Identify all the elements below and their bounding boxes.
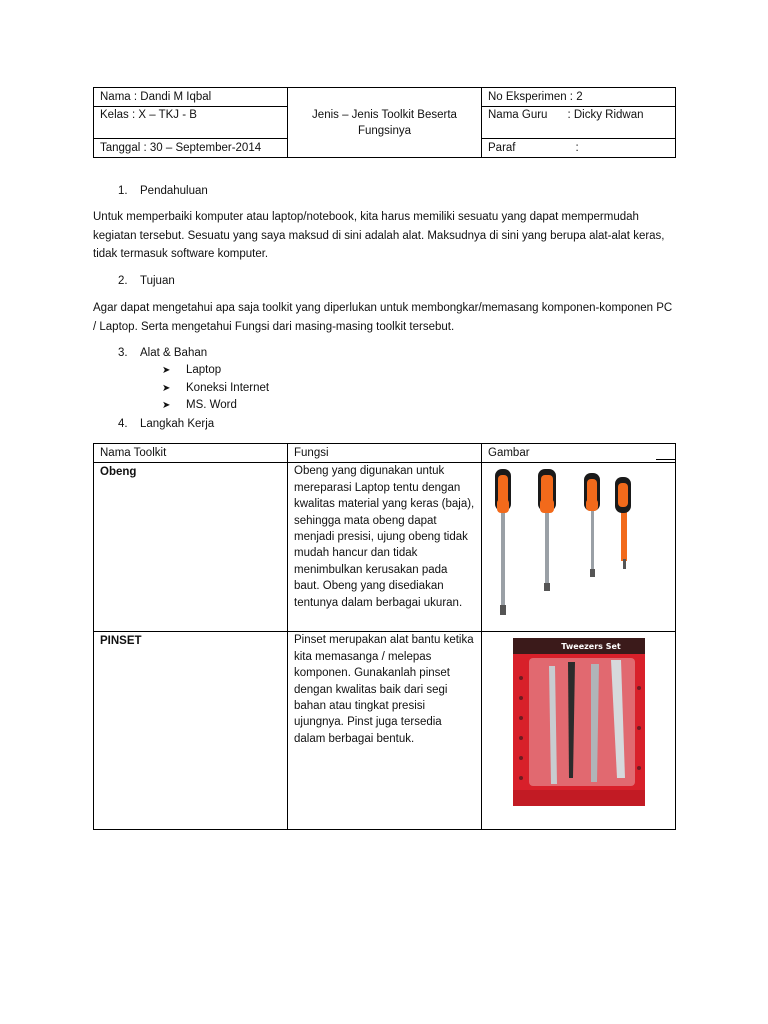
screwdrivers-photo <box>482 463 676 632</box>
student-name: Nama : Dandi M Iqbal <box>94 88 288 107</box>
tweezers-image <box>513 638 645 806</box>
screwdrivers-image <box>484 465 644 623</box>
column-header-gambar: Gambar <box>482 444 676 463</box>
list-item: ➤ Laptop <box>162 362 269 380</box>
toolkit-function: Obeng yang digunakan untuk mereparasi Laptop tentu dengan kwalitas material yang keras (baja), sehingga mata obeng dapat menjadi presisi, ujung obeng tidak mudah hancur dan tidak menimbulkan kerusakan pada baut. Obeng yang disediakan tentunya dalam berbagai ukuran. <box>288 463 482 632</box>
toolkit-name: PINSET <box>94 632 288 830</box>
section-heading-langkah-kerja: 4. Langkah Kerja <box>118 418 215 430</box>
teacher-name <box>482 107 676 139</box>
arrow-bullet-icon: ➤ <box>162 400 171 412</box>
teacher-value: : Dicky Ridwan <box>567 109 644 121</box>
experiment-number: No Eksperimen : 2 <box>482 88 676 107</box>
tujuan-paragraph: Agar dapat mengetahui apa saja toolkit yang diperlukan untuk membongkar/memasang komponen-komponen PC / Laptop. Serta mengetahui Fungsi dari masing-masing toolkit tersebut. <box>93 302 673 333</box>
arrow-bullet-icon: ➤ <box>162 382 171 394</box>
column-header-fungsi: Fungsi <box>288 444 482 463</box>
signature-value: : <box>575 141 579 154</box>
table-row <box>94 632 676 830</box>
section-heading-pendahuluan: 1. Pendahuluan <box>118 185 208 197</box>
document-date: Tanggal : 30 – September-2014 <box>94 139 288 158</box>
list-item: ➤ MS. Word <box>162 397 269 415</box>
column-header-nama-toolkit: Nama Toolkit <box>94 444 288 463</box>
document-title: Jenis – Jenis Toolkit Beserta Fungsinya <box>288 88 482 158</box>
toolkit-table <box>93 443 676 830</box>
toolkit-name: Obeng <box>94 463 288 632</box>
alat-bahan-list <box>162 362 269 415</box>
section-heading-alat-bahan: 3. Alat & Bahan <box>118 347 208 359</box>
toolkit-function: Pinset merupakan alat bantu ketika kita memasanga / melepas komponen. Gunakanlah pinset dengan kwalitas baik dari segi bahan atau tingkat presisi ujungnya. Pinst juga tersedia dalam berbagai bentuk. <box>288 632 482 830</box>
signature-label: Paraf <box>488 141 516 154</box>
section-heading-tujuan: 2. Tujuan <box>118 275 175 287</box>
list-item: ➤ Koneksi Internet <box>162 380 269 398</box>
signature-field <box>482 139 676 158</box>
pendahuluan-paragraph: Untuk memperbaiki komputer atau laptop/notebook, kita harus memiliki sesuatu yang dapat mempermudah kegiatan tersebut. Sesuatu yang saya maksud di sini adalah alat. Maksudnya di sini yang berupa alat-alat keras, tidak termasuk software komputer. <box>93 211 665 260</box>
svg-text:Tweezers Set: Tweezers Set <box>560 642 621 652</box>
arrow-bullet-icon: ➤ <box>162 365 171 376</box>
teacher-label: Nama Guru <box>488 109 548 121</box>
table-row <box>94 463 676 632</box>
header-table <box>93 87 676 158</box>
student-class: Kelas : X – TKJ - B <box>94 107 288 139</box>
tweezers-set-photo <box>482 632 676 830</box>
